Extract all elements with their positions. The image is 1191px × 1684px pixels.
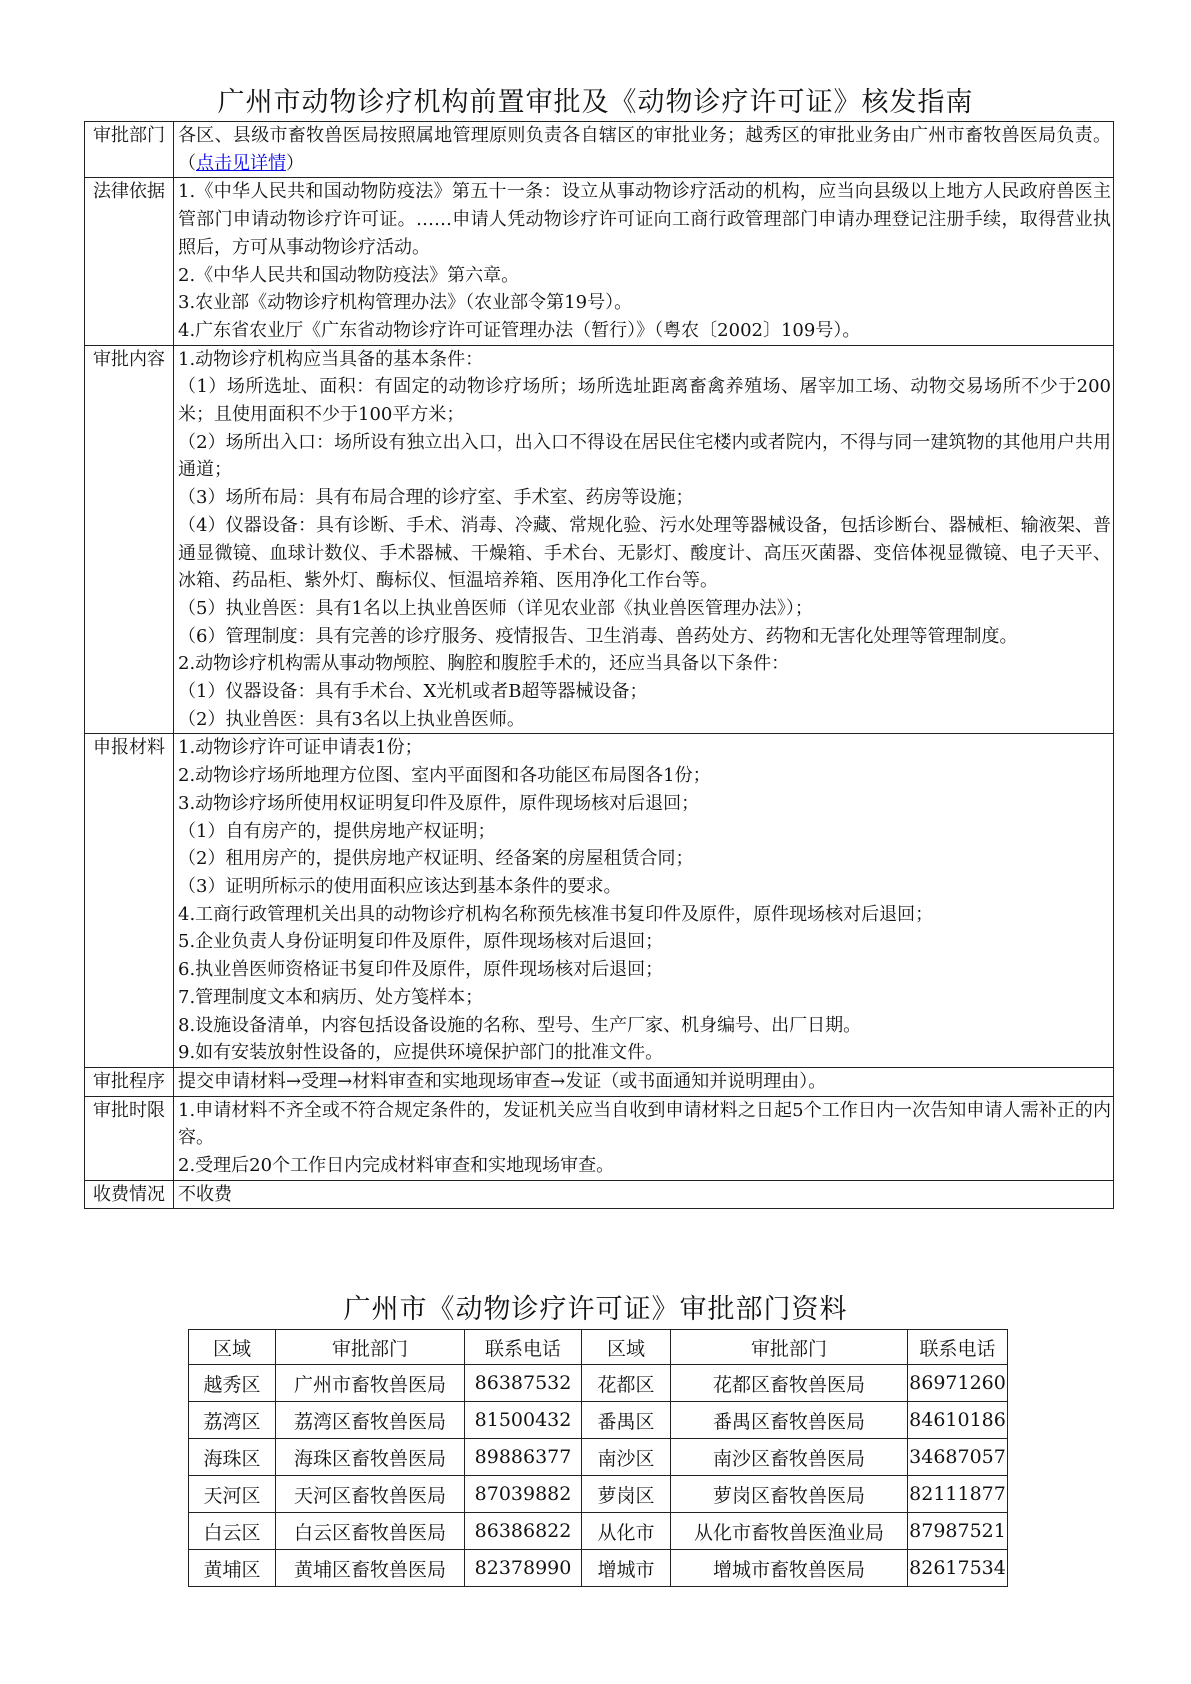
table-cell: 越秀区 <box>189 1365 276 1402</box>
column-header: 区域 <box>582 1330 671 1365</box>
table-cell: 黄埔区 <box>189 1550 276 1587</box>
section-line: 1.申请材料不齐全或不符合规定条件的，发证机关应当自收到申请材料之日起5个工作日内一次告知申请人需补正的内容。 <box>178 1099 1111 1149</box>
table-cell: 荔湾区 <box>189 1402 276 1439</box>
table-cell: 白云区畜牧兽医局 <box>276 1513 465 1550</box>
section-row <box>85 345 1114 734</box>
section-row <box>85 734 1114 1067</box>
section-content <box>174 1067 1114 1096</box>
table-row <box>189 1550 1008 1587</box>
section-row <box>85 1067 1114 1096</box>
section-label: 审批部门 <box>85 122 174 178</box>
section-line: （4）仪器设备：具有诊断、手术、消毒、冷藏、常规化验、污水处理等器械设备，包括诊断台、器械柜、输液架、普通显微镜、血球计数仪、手术器械、干燥箱、手术台、无影灯、酸度计、高压灭菌器、变倍体视显微镜、电子天平、冰箱、药品柜、紫外灯、酶标仪、恒温培养箱、医用净化工作台等。 <box>178 514 1111 592</box>
section-line: 2.动物诊疗场所地理方位图、室内平面图和各功能区布局图各1份； <box>178 765 711 787</box>
section-line: 4.广东省农业厅《广东省动物诊疗许可证管理办法（暂行）》（粤农〔2002〕109号）。 <box>178 319 861 341</box>
table-cell: 花都区 <box>582 1365 671 1402</box>
table-row <box>189 1365 1008 1402</box>
table-cell: 花都区畜牧兽医局 <box>671 1365 908 1402</box>
section-line: 8.设施设备清单，内容包括设备设施的名称、型号、生产厂家、机身编号、出厂日期。 <box>178 1014 862 1036</box>
page-title: 广州市动物诊疗机构前置审批及《动物诊疗许可证》核发指南 <box>217 87 974 118</box>
section-content <box>174 734 1114 1067</box>
table-cell: 86387532 <box>465 1365 582 1402</box>
table-cell: 89886377 <box>465 1439 582 1476</box>
section-row <box>85 1096 1114 1180</box>
table-cell: 82617534 <box>908 1550 1008 1587</box>
section-content <box>174 1096 1114 1180</box>
dept-table-title: 广州市《动物诊疗许可证》审批部门资料 <box>343 1294 848 1325</box>
table-cell: 白云区 <box>189 1513 276 1550</box>
table-row <box>189 1439 1008 1476</box>
section-line: 3.动物诊疗场所使用权证明复印件及原件，原件现场核对后退回； <box>178 792 700 814</box>
section-line: 1.动物诊疗许可证申请表1份； <box>178 737 423 759</box>
section-line: 2.受理后20个工作日内完成材料审查和实地现场审查。 <box>178 1155 615 1177</box>
table-cell: 从化市 <box>582 1513 671 1550</box>
section-row <box>85 122 1114 178</box>
table-cell: 87039882 <box>465 1476 582 1513</box>
guide-table <box>84 121 1114 1209</box>
section-line: 1.动物诊疗机构应当具备的基本条件： <box>178 348 484 370</box>
section-line: 9.如有安装放射性设备的，应提供环境保护部门的批准文件。 <box>178 1042 664 1064</box>
section-line: 2.动物诊疗机构需从事动物颅腔、胸腔和腹腔手术的，还应当具备以下条件： <box>178 653 790 675</box>
table-row <box>189 1402 1008 1439</box>
table-header-row <box>189 1330 1008 1365</box>
section-line: （5）执业兽医：具有1名以上执业兽医师（详见农业部《执业兽医管理办法》）； <box>178 597 813 619</box>
section-line: （1）自有房产的，提供房地产权证明； <box>178 820 496 842</box>
table-cell: 82378990 <box>465 1550 582 1587</box>
table-cell: 86971260 <box>908 1365 1008 1402</box>
section-line: 不收费 <box>178 1183 232 1205</box>
table-cell: 84610186 <box>908 1402 1008 1439</box>
section-content <box>174 1180 1114 1209</box>
section-label: 申报材料 <box>85 734 174 1067</box>
table-cell: 86386822 <box>465 1513 582 1550</box>
section-line: （1）场所选址、面积：有固定的动物诊疗场所；场所选址距离畜禽养殖场、屠宰加工场、动物交易场所不少于200米；且使用面积不少于100平方米； <box>178 376 1111 426</box>
table-cell: 增城市 <box>582 1550 671 1587</box>
section-text <box>178 122 1111 177</box>
section-line: （3）场所布局：具有布局合理的诊疗室、手术室、药房等设施； <box>178 487 694 509</box>
dept-table <box>188 1329 1008 1587</box>
section-line: 各区、县级市畜牧兽医局按照属地管理原则负责各自辖区的审批业务；越秀区的审批业务由广州市畜牧兽医局负责。（ <box>178 125 1111 174</box>
section-label: 审批程序 <box>85 1067 174 1096</box>
link-suffix: ） <box>286 152 304 174</box>
table-cell: 海珠区畜牧兽医局 <box>276 1439 465 1476</box>
table-cell: 南沙区畜牧兽医局 <box>671 1439 908 1476</box>
table-cell: 番禺区 <box>582 1402 671 1439</box>
section-content <box>174 345 1114 734</box>
section-label: 法律依据 <box>85 178 174 345</box>
table-cell: 天河区畜牧兽医局 <box>276 1476 465 1513</box>
section-line: （6）管理制度：具有完善的诊疗服务、疫情报告、卫生消毒、兽药处方、药物和无害化处理等管理制度。 <box>178 625 1018 647</box>
table-cell: 萝岗区 <box>582 1476 671 1513</box>
table-cell: 萝岗区畜牧兽医局 <box>671 1476 908 1513</box>
table-cell: 87987521 <box>908 1513 1008 1550</box>
column-header: 审批部门 <box>276 1330 465 1365</box>
section-line: 6.执业兽医师资格证书复印件及原件，原件现场核对后退回； <box>178 959 664 981</box>
section-line: 1.《中华人民共和国动物防疫法》第五十一条：设立从事动物诊疗活动的机构，应当向县级以上地方人民政府兽医主管部门申请动物诊疗许可证。……申请人凭动物诊疗许可证向工商行政管理部门申请办理登记注册手续，取得营业执照后，方可从事动物诊疗活动。 <box>178 181 1111 258</box>
table-cell: 82111877 <box>908 1476 1008 1513</box>
table-cell: 从化市畜牧兽医渔业局 <box>671 1513 908 1550</box>
section-row <box>85 1180 1114 1209</box>
column-header: 联系电话 <box>908 1330 1008 1365</box>
table-cell: 荔湾区畜牧兽医局 <box>276 1402 465 1439</box>
dept-table-body <box>189 1365 1008 1587</box>
section-label: 收费情况 <box>85 1180 174 1209</box>
table-cell: 81500432 <box>465 1402 582 1439</box>
table-cell: 黄埔区畜牧兽医局 <box>276 1550 465 1587</box>
section-label: 审批内容 <box>85 345 174 734</box>
table-cell: 广州市畜牧兽医局 <box>276 1365 465 1402</box>
section-content <box>174 178 1114 345</box>
section-line: 2.《中华人民共和国动物防疫法》第六章。 <box>178 264 520 286</box>
section-line: （2）租用房产的，提供房地产权证明、经备案的房屋租赁合同； <box>178 848 694 870</box>
section-row <box>85 178 1114 345</box>
section-line: 3.农业部《动物诊疗机构管理办法》（农业部令第19号）。 <box>178 292 633 314</box>
column-header: 区域 <box>189 1330 276 1365</box>
section-line: 提交申请材料→受理→材料审查和实地现场审查→发证（或书面通知并说明理由）。 <box>178 1070 827 1092</box>
table-cell: 天河区 <box>189 1476 276 1513</box>
column-header: 审批部门 <box>671 1330 908 1365</box>
section-line: 7.管理制度文本和病历、处方笺样本； <box>178 986 484 1008</box>
section-line: 5.企业负责人身份证明复印件及原件，原件现场核对后退回； <box>178 931 664 953</box>
section-line: 4.工商行政管理机关出具的动物诊疗机构名称预先核准书复印件及原件，原件现场核对后退回； <box>178 903 934 925</box>
table-row <box>189 1513 1008 1550</box>
section-line: （2）场所出入口：场所设有独立出入口，出入口不得设在居民住宅楼内或者院内，不得与同一建筑物的其他用户共用通道； <box>178 431 1111 481</box>
section-line: （2）执业兽医：具有3名以上执业兽医师。 <box>178 708 525 730</box>
table-cell: 南沙区 <box>582 1439 671 1476</box>
table-row <box>189 1476 1008 1513</box>
section-line: （1）仪器设备：具有手术台、X光机或者B超等器械设备； <box>178 681 648 703</box>
table-cell: 番禺区畜牧兽医局 <box>671 1402 908 1439</box>
table-cell: 34687057 <box>908 1439 1008 1476</box>
section-label: 审批时限 <box>85 1096 174 1180</box>
section-line: （3）证明所标示的使用面积应该达到基本条件的要求。 <box>178 875 622 897</box>
table-cell: 增城市畜牧兽医局 <box>671 1550 908 1587</box>
table-cell: 海珠区 <box>189 1439 276 1476</box>
column-header: 联系电话 <box>465 1330 582 1365</box>
section-content <box>174 122 1114 178</box>
details-link[interactable]: 点击见详情 <box>196 152 286 174</box>
